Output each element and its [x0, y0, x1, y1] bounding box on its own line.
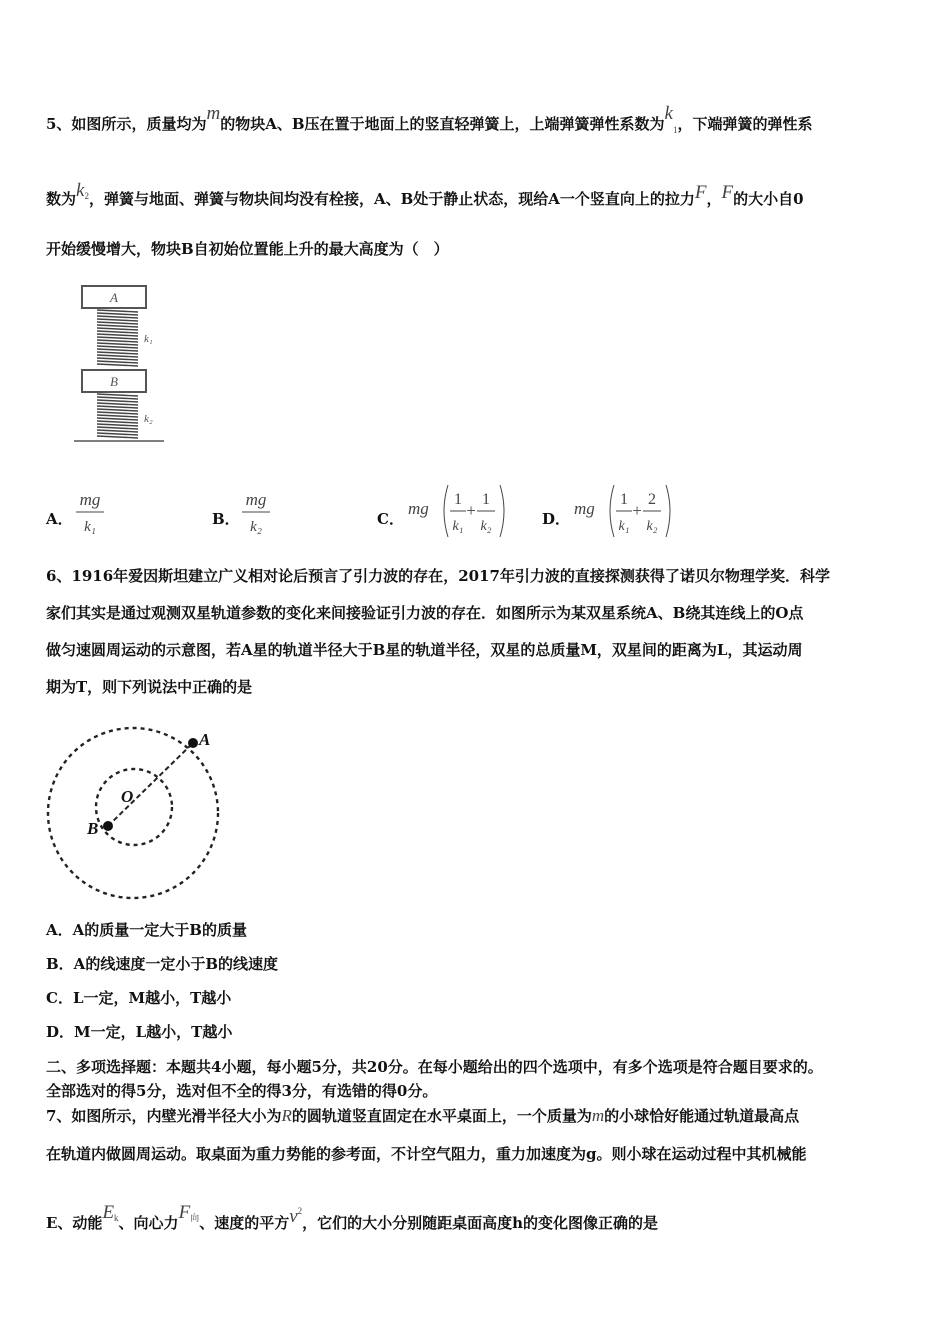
formula-prefix: mg — [574, 499, 595, 518]
label-b: B — [87, 819, 99, 838]
term1-denominator: k₁ — [618, 519, 630, 534]
q5-option-c-letter[interactable]: C． — [377, 510, 404, 528]
q5-option-b-formula[interactable] — [238, 487, 278, 537]
term2-denominator: k₂ — [480, 519, 492, 534]
symbol-v-squared: $v^2$ — [289, 1206, 303, 1227]
symbol-F: F — [694, 182, 707, 203]
fraction-numerator: mg — [79, 490, 101, 509]
symbol-m: m — [591, 1106, 605, 1125]
label-k2: k₂ — [144, 413, 153, 425]
symbol-R: R — [281, 1106, 292, 1125]
fraction-denominator: k₂ — [250, 519, 262, 535]
q5-option-b-letter[interactable]: B． — [212, 510, 240, 528]
q5-option-a-formula[interactable] — [72, 487, 112, 537]
symbol-F: F — [721, 182, 734, 203]
block-b-label: B — [110, 374, 118, 389]
symbol-k1: $k_1$ — [664, 103, 678, 135]
q5-line-2: 数为$k_2$，弹簧与地面、弹簧与物块间均没有栓接，A、B处于静止状态，现给A一个竖直向上的拉力F，F的大小自0 — [46, 180, 804, 208]
q7-line-3: E、动能$E_k$、向心力$F_向$、速度的平方$v^2$，它们的大小分别随距桌面高度h的变化图像正确的是 — [46, 1202, 659, 1232]
formula-prefix: mg — [408, 499, 429, 518]
spring-k2 — [97, 394, 138, 438]
symbol-k2: $k_2$ — [76, 180, 89, 201]
label-a: A — [199, 730, 211, 749]
term1-numerator: 1 — [454, 491, 462, 508]
q5-option-c-formula[interactable] — [406, 483, 516, 539]
q6-option-c[interactable]: C．L一定，M越小，T越小 — [46, 989, 232, 1007]
q6-option-b[interactable]: B．A的线速度一定小于B的线速度 — [46, 955, 278, 973]
q7-line-1: 7、如图所示，内壁光滑半径大小为R的圆轨道竖直固定在水平桌面上，一个质量为m的小球恰好能通过轨道最高点 — [46, 1106, 800, 1125]
plus-sign: + — [466, 501, 476, 520]
q6-line-2: 家们其实是通过观测双星轨道参数的变化来间接验证引力波的存在．如图所示为某双星系统A、B绕其连线上的O点 — [46, 604, 804, 622]
symbol-Ek: $E_k$ — [102, 1202, 119, 1223]
spring-k1 — [97, 310, 138, 366]
section-2-scoring: 全部选对的得5分，选对但不全的得3分，有选错的得0分。 — [46, 1082, 438, 1100]
orbit-a — [48, 728, 218, 898]
q6-line-1: 6、1916年爱因斯坦建立广义相对论后预言了引力波的存在，2017年引力波的直接探测获得了诺贝尔物理学奖．科学 — [46, 567, 830, 585]
term2-denominator: k₂ — [646, 519, 658, 534]
label-k1: k₁ — [144, 333, 153, 345]
symbol-m: m — [206, 103, 221, 124]
term1-denominator: k₁ — [452, 519, 464, 534]
label-o: O — [121, 787, 134, 806]
fraction-numerator: mg — [245, 490, 267, 509]
q6-option-d[interactable]: D．M一定，L越小，T越小 — [46, 1023, 233, 1041]
plus-sign: + — [632, 501, 642, 520]
term2-numerator: 2 — [648, 491, 656, 508]
term2-numerator: 1 — [482, 491, 490, 508]
block-a-label: A — [110, 290, 118, 305]
q6-line-3: 做匀速圆周运动的示意图，若A星的轨道半径大于B星的轨道半径，双星的总质量M，双星间的距离为L，其运动周 — [46, 641, 803, 659]
connecting-line — [108, 743, 193, 826]
symbol-F-centripetal: $F_向$ — [178, 1202, 200, 1223]
q5-line-3: 开始缓慢增大，物块B自初始位置能上升的最大高度为（ ） — [46, 240, 449, 258]
q6-line-4: 期为T，则下列说法中正确的是 — [46, 678, 253, 696]
binary-star-figure — [44, 712, 224, 892]
orbit-b — [96, 769, 172, 845]
section-2-heading: 二、多项选择题：本题共4小题，每小题5分，共20分。在每小题给出的四个选项中，有多个选项是符合题目要求的。 — [46, 1058, 823, 1076]
q6-option-a[interactable]: A．A的质量一定大于B的质量 — [46, 921, 247, 939]
star-a — [188, 738, 198, 748]
q5-option-a-letter[interactable]: A． — [46, 510, 73, 528]
star-b — [103, 821, 113, 831]
q5-option-d-letter[interactable]: D． — [542, 510, 571, 528]
term1-numerator: 1 — [620, 491, 628, 508]
spring-figure — [70, 283, 170, 445]
q5-line-1: 5、如图所示，质量均为m的物块A、B压在置于地面上的竖直轻弹簧上，上端弹簧弹性系数为$k_1$，下端弹簧的弹性系 — [46, 103, 813, 135]
q7-line-2: 在轨道内做圆周运动。取桌面为重力势能的参考面，不计空气阻力，重力加速度为g。则小球在运动过程中其机械能 — [46, 1145, 807, 1163]
fraction-denominator: k₁ — [84, 519, 96, 535]
q5-option-d-formula[interactable] — [572, 483, 682, 539]
